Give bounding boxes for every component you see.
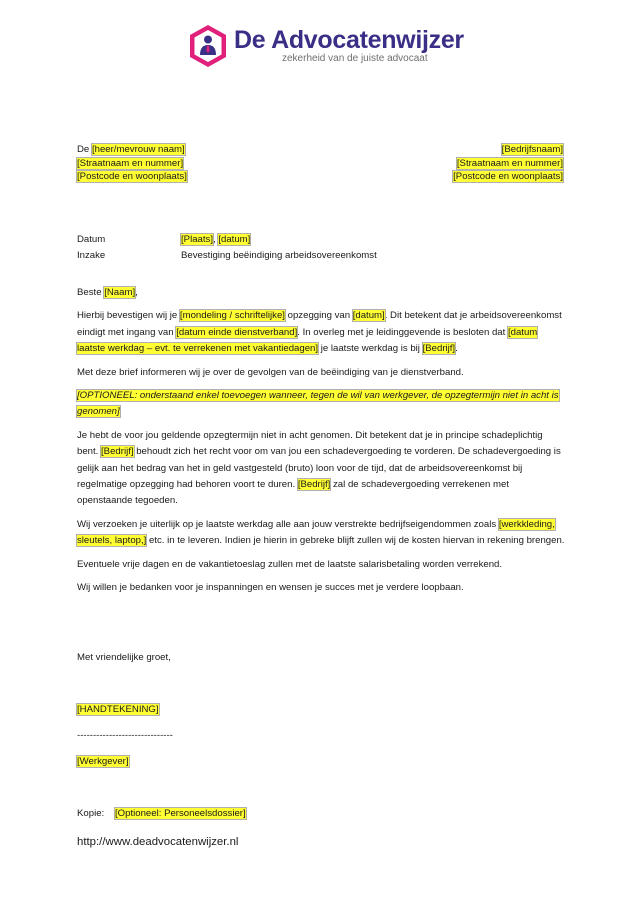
placeholder-items: [werkkleding, sleutels, laptop,]: [77, 518, 555, 547]
placeholder-company: [Bedrijf]: [422, 343, 456, 355]
logo-name: De Advocatenwijzer: [234, 26, 464, 54]
date-place: [Plaats]: [181, 234, 213, 245]
footer-url[interactable]: http://www.deadvocatenwijzer.nl: [77, 836, 239, 848]
recipient-prefix: De: [77, 144, 92, 155]
paragraph-inform: Met deze brief informeren wij je over de gevolgen van de beëindiging van je dienstverband.: [77, 366, 464, 378]
recipient-city: [Postcode en woonplaats]: [77, 171, 187, 182]
signature-line: ------------------------------: [77, 730, 173, 741]
sender-company: [Bedrijfsnaam]: [501, 144, 563, 155]
recipient-address: [77, 143, 187, 184]
lawyer-badge-icon: [188, 24, 228, 68]
recipient-street: [Straatnaam en nummer]: [77, 157, 184, 169]
logo-tagline: zekerheid van de juiste advocaat: [282, 53, 428, 64]
placeholder-notice-type: [mondeling / schriftelijke]: [179, 310, 285, 322]
placeholder-notice-date: [datum]: [352, 310, 385, 322]
paragraph-return-property: Wij verzoeken je uiterlijk op je laatste werkdag alle aan jouw verstrekte bedrijfseigendommen zoals [werkkleding, sleutels, laptop,] etc. in te leveren. Indien je hierin in gebreke blijft zullen wij de kosten hiervan in rekening brengen.: [77, 518, 565, 547]
closing-greeting: Met vriendelijke groet,: [77, 652, 171, 663]
letter-meta: [77, 232, 377, 264]
subject-value: Bevestiging beëindiging arbeidsovereenkomst: [181, 250, 377, 261]
placeholder-company: [Bedrijf]: [101, 446, 134, 458]
copy-row: [77, 807, 246, 821]
placeholder-company: [Bedrijf]: [297, 479, 331, 491]
copy-value: [Optioneel: Personeelsdossier]: [115, 808, 246, 819]
date-separator: ,: [213, 234, 219, 245]
optional-note: [OPTIONEEL: onderstaand enkel toevoegen wanneer, tegen de wil van werkgever, de opzegtermijn niet in acht is genomen]: [77, 390, 559, 418]
recipient-name: [heer/mevrouw naam]: [91, 144, 185, 155]
copy-label: Kopie:: [77, 808, 105, 819]
signature-placeholder: [HANDTEKENING]: [77, 704, 159, 715]
placeholder-end-date: [datum einde dienstverband]: [176, 326, 298, 338]
sender-city: [Postcode en woonplaats]: [453, 171, 563, 182]
date-row: [77, 232, 377, 248]
date-value: [datum]: [218, 234, 251, 245]
sender-street: [Straatnaam en nummer]: [456, 157, 563, 169]
letter-body: [77, 285, 565, 604]
employer-placeholder: [Werkgever]: [77, 756, 129, 767]
paragraph-confirmation: Hierbij bevestigen wij je [mondeling / schriftelijke] opzegging van [datum]. Dit betekent dat je arbeidsovereenkomst eindigt met ingang van [datum einde dienstverband]. In overleg met je leidinggevende is besloten dat [datum laatste werkdag – evt. te verrekenen met vakantiedagen] je laatste werkdag is bij [Bedrijf].: [77, 310, 562, 355]
paragraph-holiday-pay: Eventuele vrije dagen en de vakantietoeslag zullen met de laatste salarisbetaling worden verrekend.: [77, 558, 503, 570]
placeholder-last-workday: [datum laatste werkdag – evt. te verrekenen met vakantiedagen]: [77, 326, 538, 355]
paragraph-notice-period: Je hebt de voor jou geldende opzegtermijn niet in acht genomen. Dit betekent dat je in principe schadeplichtig bent. [Bedrijf] behoudt zich het recht voor om van jou een schadevergoeding te vorderen. De schadevergoeding is gelijk aan het bedrag van het in geld vastgesteld (bruto) loon voor de tijd, dat de arbeidsovereenkomst bij regelmatige opzegging had behoren voort te duren. [Bedrijf] zal de schadevergoeding verrekenen met openstaande tegoeden.: [77, 429, 561, 507]
date-label: Datum: [77, 234, 106, 245]
salutation: Beste [Naam],: [77, 287, 138, 298]
logo: [188, 24, 464, 68]
salutation-name: [Naam]: [104, 287, 136, 298]
subject-label: Inzake: [77, 250, 106, 261]
sender-address: [453, 143, 563, 184]
subject-row: [77, 248, 377, 264]
paragraph-thanks: Wij willen je bedanken voor je inspanningen en wensen je succes met je verdere loopbaan.: [77, 582, 464, 594]
